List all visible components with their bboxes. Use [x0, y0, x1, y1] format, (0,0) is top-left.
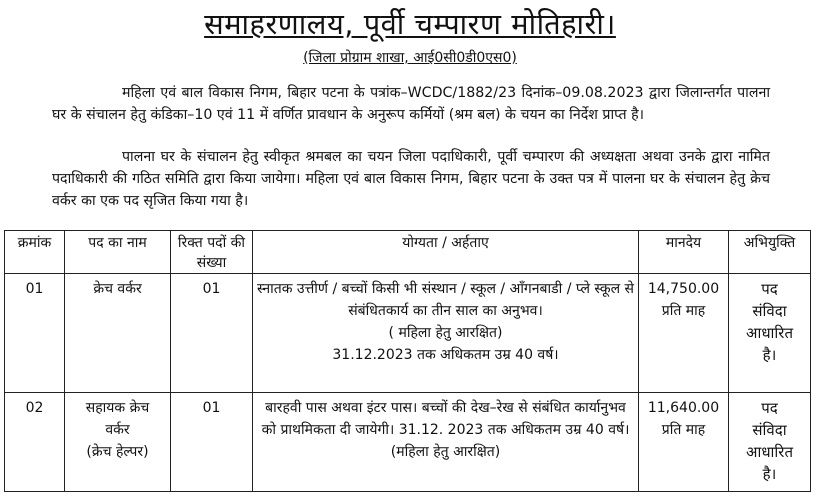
- header-serial: क्रमांक: [5, 231, 65, 274]
- header-qualification: योग्यता / अर्हताए: [253, 231, 639, 274]
- cell-post: क्रेच वर्कर: [65, 274, 171, 393]
- cell-serial: 01: [5, 274, 65, 393]
- vacancy-table: [4, 230, 811, 492]
- table-header-row: [5, 231, 811, 274]
- header-post: पद का नाम: [65, 231, 171, 274]
- header-vacancies: रिक्त पदों की संख्या: [171, 231, 253, 274]
- cell-honorarium: 14,750.00 प्रति माह: [639, 274, 729, 393]
- table-row: [5, 274, 811, 393]
- paragraph-selection-committee: पालना घर के संचालन हेतु स्वीकृत श्रमबल का चयन जिला पदाधिकारी, पूर्वी चम्पारण की अध्यक्षता अथवा उनके द्वारा नामित पदाधिकारी की गठित समिति द्वारा किया जायेगा। महिला एवं बाल विकास निगम, बिहार पटना के उक्त पत्र में पालना घर के संचालन हेतु क्रेच वर्कर का एक पद सृजित किया गया है।: [52, 149, 770, 210]
- cell-qualification: स्नातक उत्तीर्ण / बच्चों किसी भी संस्थान / स्कूल / आँगनबाडी / प्ले स्कूल से संबंधितकार्य का तीन साल का अनुभव। ( महिला हेतु आरक्षित) 31.12.2023 तक अधिकतम उम्र 40 वर्ष।: [253, 274, 639, 393]
- cell-post: सहायक क्रेच वर्कर (क्रेच हेल्पर): [65, 393, 171, 492]
- header-honorarium: मानदेय: [639, 231, 729, 274]
- office-subtitle: (जिला प्रोग्राम शाखा, आई0सी0डी0एस0): [303, 50, 517, 66]
- cell-qualification: बारहवी पास अथवा इंटर पास। बच्चों की देख–रेख से संबंधित कार्यानुभव को प्राथमिकता दी जायेगी। 31.12. 2023 तक अधिकतम उम्र 40 वर्ष। (महिला हेतु आरक्षित): [253, 393, 639, 492]
- office-title: समाहरणालय, पूर्वी चम्पारण मोतिहारी।: [204, 7, 616, 41]
- table-row: [5, 393, 811, 492]
- cell-serial: 02: [5, 393, 65, 492]
- cell-vacancies: 01: [171, 393, 253, 492]
- header-remark: अभियुक्ति: [729, 231, 811, 274]
- paragraph-directive: महिला एवं बाल विकास निगम, बिहार पटना के पत्रांक–WCDC/1882/23 दिनांक–09.08.2023 द्वारा जिलान्तर्गत पालना घर के संचालन हेतु कंडिका–10 एवं 11 में वर्णित प्रावधान के अनुरूप कर्मियों (श्रम बल) के चयन का निर्देश प्राप्त है।: [52, 85, 770, 124]
- cell-vacancies: 01: [171, 274, 253, 393]
- cell-remark: पद संविदा आधारित है।: [729, 274, 811, 393]
- cell-remark: पद संविदा आधारित है।: [729, 393, 811, 492]
- cell-honorarium: 11,640.00 प्रति माह: [639, 393, 729, 492]
